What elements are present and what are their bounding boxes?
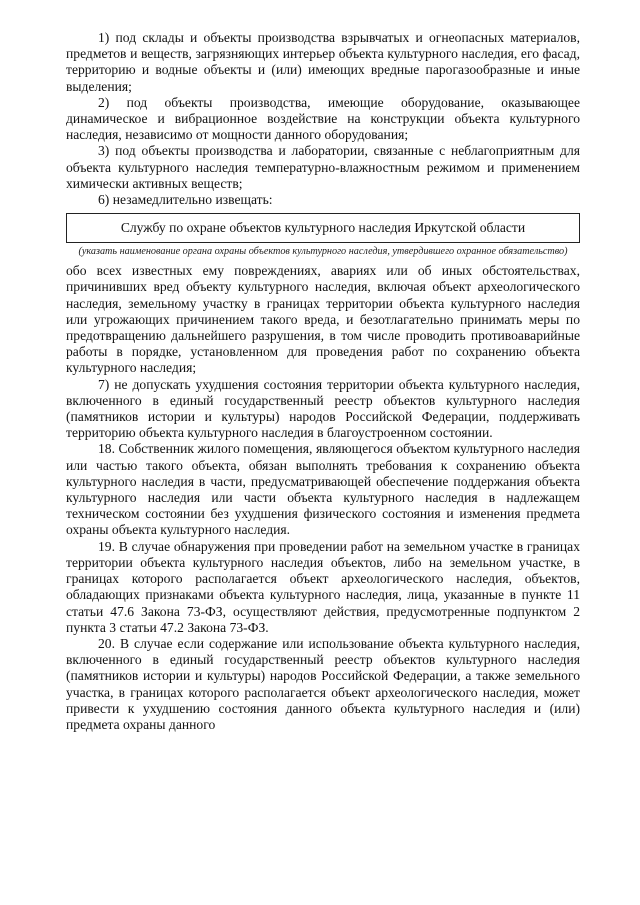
- authority-note: (указать наименование органа охраны объектов культурного наследия, утвердившего охранное обязательство): [78, 246, 568, 258]
- authority-name-box: Службу по охране объектов культурного наследия Иркутской области: [66, 213, 580, 243]
- paragraph-item-6: 6) незамедлительно извещать:: [98, 192, 273, 208]
- paragraph-item-1: 1) под склады и объекты производства взрывчатых и огнеопасных материалов, предметов и веществ, загрязняющих интерьер объекта культурного наследия, его фасад, территорию и водные объекты и (или) имеющих вредные парогазообразные и иные выделения;: [66, 30, 580, 94]
- paragraph-item-3: 3) под объекты производства и лаборатории, связанные с неблагоприятным для объекта культурного наследия температурно-влажностным режимом и применением химически активных веществ;: [66, 143, 580, 191]
- document-page: [66, 30, 580, 733]
- paragraph-18: 18. Собственник жилого помещения, являющегося объектом культурного наследия или частью такого объекта, обязан выполнять требования к сохранению объекта культурного наследия в части, предусматривающей обеспечение поддержания объекта культурного наследия или части объекта культурного наследия в надлежащем техническом состоянии без ухудшения физического состояния и изменения предмета охраны объекта культурного наследия.: [66, 441, 580, 538]
- paragraph-item-2: 2) под объекты производства, имеющие оборудование, оказывающее динамическое и вибрационное воздействие на конструкции объекта культурного наследия, независимо от мощности данного оборудования;: [66, 94, 580, 143]
- paragraph-item-6-continued: обо всех известных ему повреждениях, авариях или об иных обстоятельствах, причинивших вред объекту культурного наследия, включая объект археологического наследия, земельному участку в границах территории объекта культурного наследия или угрожающих причинением такого вреда, и безотлагательно принимать меры по предотвращению дальнейшего разрушения, в том числе проводить противоаварийные работы в порядке, установленном для проведения работ по сохранению объекта культурного наследия;: [66, 263, 580, 376]
- paragraph-item-7: 7) не допускать ухудшения состояния территории объекта культурного наследия, включенного в единый государственный реестр объектов культурного наследия (памятников истории и культуры) народов Российской Федерации, поддерживать территорию объекта культурного наследия в благоустроенном состоянии.: [66, 376, 580, 441]
- paragraph-20: 20. В случае если содержание или использование объекта культурного наследия, включенного в единый государственный реестр объектов культурного наследия (памятников истории и культуры) народов Российской Федерации, а также земельного участка, в границах которого располагается объект археологического наследия, может привести к ухудшению состояния данного объекта культурного наследия и (или) предмета охраны данного: [66, 635, 580, 732]
- paragraph-19: 19. В случае обнаружения при проведении работ на земельном участке в границах территории объекта культурного наследия объектов, либо на земельном участке, в границах которого располагается объект археологического наследия, объектов, обладающих признаками объекта культурного наследия, лица, указанные в пункте 11 статьи 47.6 Закона 73-ФЗ, осуществляют действия, предусмотренные подпунктом 2 пункта 3 статьи 47.2 Закона 73-ФЗ.: [66, 538, 580, 635]
